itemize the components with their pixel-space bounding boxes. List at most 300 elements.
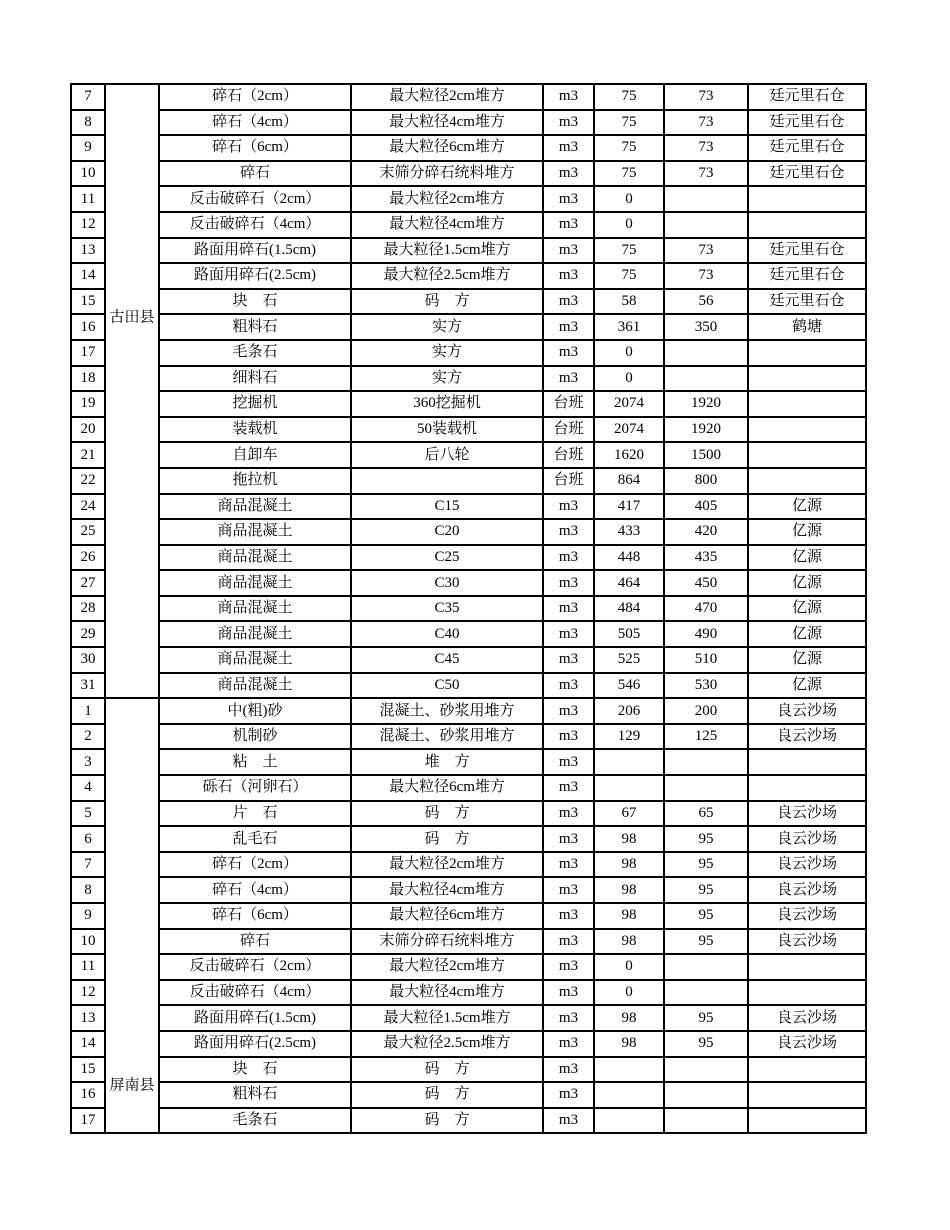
spec-cell: 混凝土、砂浆用堆方 [351, 698, 543, 724]
material-cell: 块 石 [159, 289, 351, 315]
unit-cell: m3 [543, 238, 594, 264]
spec-cell: 最大粒径6cm堆方 [351, 135, 543, 161]
row-number-cell: 7 [71, 852, 105, 878]
price-previous-cell [664, 1057, 748, 1083]
unit-cell: 台班 [543, 442, 594, 468]
price-current-cell: 98 [594, 903, 664, 929]
spec-cell: 实方 [351, 366, 543, 392]
row-number-cell: 29 [71, 621, 105, 647]
table-row [71, 417, 866, 443]
spec-cell: C15 [351, 494, 543, 520]
unit-cell: m3 [543, 519, 594, 545]
row-number-cell: 2 [71, 724, 105, 750]
row-number-cell: 7 [71, 84, 105, 110]
price-previous-cell: 95 [664, 929, 748, 955]
price-previous-cell: 200 [664, 698, 748, 724]
unit-cell: m3 [543, 903, 594, 929]
source-cell [748, 391, 866, 417]
price-previous-cell [664, 186, 748, 212]
table-row [71, 749, 866, 775]
table-row [71, 903, 866, 929]
table-row [71, 442, 866, 468]
unit-cell: m3 [543, 826, 594, 852]
table-row [71, 801, 866, 827]
unit-cell: m3 [543, 1082, 594, 1108]
spec-cell: 后八轮 [351, 442, 543, 468]
row-number-cell: 25 [71, 519, 105, 545]
table-row [71, 1031, 866, 1057]
spec-cell: C40 [351, 621, 543, 647]
source-cell: 良云沙场 [748, 852, 866, 878]
row-number-cell: 14 [71, 263, 105, 289]
row-number-cell: 21 [71, 442, 105, 468]
spec-cell: 最大粒径2cm堆方 [351, 852, 543, 878]
row-number-cell: 16 [71, 314, 105, 340]
table-row [71, 238, 866, 264]
row-number-cell: 11 [71, 186, 105, 212]
source-cell: 亿源 [748, 545, 866, 571]
price-previous-cell: 490 [664, 621, 748, 647]
material-cell: 反击破碎石（4cm） [159, 212, 351, 238]
row-number-cell: 14 [71, 1031, 105, 1057]
material-cell: 商品混凝土 [159, 570, 351, 596]
unit-cell: m3 [543, 647, 594, 673]
price-current-cell [594, 1057, 664, 1083]
spec-cell: 码 方 [351, 289, 543, 315]
source-cell: 廷元里石仓 [748, 110, 866, 136]
source-cell: 廷元里石仓 [748, 238, 866, 264]
spec-cell: 最大粒径6cm堆方 [351, 775, 543, 801]
row-number-cell: 5 [71, 801, 105, 827]
material-cell: 反击破碎石（2cm） [159, 186, 351, 212]
price-previous-cell: 56 [664, 289, 748, 315]
price-current-cell: 1620 [594, 442, 664, 468]
source-cell [748, 442, 866, 468]
source-cell: 良云沙场 [748, 801, 866, 827]
table-row [71, 289, 866, 315]
spec-cell: 最大粒径2.5cm堆方 [351, 263, 543, 289]
table-row [71, 826, 866, 852]
price-previous-cell: 350 [664, 314, 748, 340]
source-cell [748, 775, 866, 801]
source-cell: 廷元里石仓 [748, 84, 866, 110]
material-cell: 碎石 [159, 929, 351, 955]
material-cell: 碎石（2cm） [159, 852, 351, 878]
price-current-cell: 0 [594, 186, 664, 212]
table-row [71, 186, 866, 212]
source-cell [748, 417, 866, 443]
spec-cell: 堆 方 [351, 749, 543, 775]
source-cell [748, 1082, 866, 1108]
price-previous-cell: 530 [664, 673, 748, 699]
price-current-cell: 98 [594, 1031, 664, 1057]
material-cell: 挖掘机 [159, 391, 351, 417]
unit-cell: m3 [543, 877, 594, 903]
price-current-cell: 129 [594, 724, 664, 750]
material-cell: 粘 土 [159, 749, 351, 775]
row-number-cell: 31 [71, 673, 105, 699]
unit-cell: m3 [543, 110, 594, 136]
unit-cell: m3 [543, 289, 594, 315]
spec-cell: 混凝土、砂浆用堆方 [351, 724, 543, 750]
spec-cell: 最大粒径2cm堆方 [351, 186, 543, 212]
table-row [71, 84, 866, 110]
table-row [71, 954, 866, 980]
row-number-cell: 12 [71, 980, 105, 1006]
price-current-cell: 2074 [594, 391, 664, 417]
unit-cell: m3 [543, 749, 594, 775]
spec-cell: 码 方 [351, 1082, 543, 1108]
row-number-cell: 17 [71, 340, 105, 366]
row-number-cell: 8 [71, 877, 105, 903]
row-number-cell: 1 [71, 698, 105, 724]
price-previous-cell: 510 [664, 647, 748, 673]
unit-cell: m3 [543, 954, 594, 980]
unit-cell: m3 [543, 366, 594, 392]
price-current-cell: 67 [594, 801, 664, 827]
price-previous-cell: 95 [664, 877, 748, 903]
price-previous-cell: 1500 [664, 442, 748, 468]
spec-cell: C50 [351, 673, 543, 699]
source-cell [748, 980, 866, 1006]
table-row [71, 519, 866, 545]
source-cell: 亿源 [748, 519, 866, 545]
price-previous-cell: 95 [664, 1031, 748, 1057]
table-row [71, 468, 866, 494]
source-cell: 良云沙场 [748, 826, 866, 852]
table-row [71, 545, 866, 571]
source-cell: 廷元里石仓 [748, 263, 866, 289]
price-current-cell: 361 [594, 314, 664, 340]
row-number-cell: 15 [71, 1057, 105, 1083]
material-cell: 路面用碎石(2.5cm) [159, 263, 351, 289]
row-number-cell: 10 [71, 161, 105, 187]
price-current-cell [594, 749, 664, 775]
unit-cell: m3 [543, 161, 594, 187]
row-number-cell: 16 [71, 1082, 105, 1108]
price-current-cell: 0 [594, 980, 664, 1006]
unit-cell: m3 [543, 980, 594, 1006]
material-cell: 路面用碎石(1.5cm) [159, 238, 351, 264]
spec-cell: C30 [351, 570, 543, 596]
unit-cell: m3 [543, 929, 594, 955]
spec-cell: 最大粒径4cm堆方 [351, 212, 543, 238]
material-cell: 乱毛石 [159, 826, 351, 852]
row-number-cell: 17 [71, 1108, 105, 1134]
unit-cell: m3 [543, 340, 594, 366]
table-row [71, 314, 866, 340]
material-price-table [70, 83, 867, 1134]
price-current-cell: 864 [594, 468, 664, 494]
table-row [71, 621, 866, 647]
table-row [71, 852, 866, 878]
table-row [71, 212, 866, 238]
table-row [71, 366, 866, 392]
spec-cell: 码 方 [351, 826, 543, 852]
price-previous-cell: 73 [664, 161, 748, 187]
price-current-cell: 75 [594, 263, 664, 289]
price-previous-cell: 73 [664, 238, 748, 264]
material-cell: 毛条石 [159, 340, 351, 366]
unit-cell: 台班 [543, 468, 594, 494]
source-cell [748, 366, 866, 392]
price-previous-cell [664, 749, 748, 775]
price-previous-cell [664, 775, 748, 801]
price-current-cell: 98 [594, 929, 664, 955]
material-cell: 碎石（4cm） [159, 110, 351, 136]
unit-cell: m3 [543, 135, 594, 161]
unit-cell: m3 [543, 852, 594, 878]
material-cell: 自卸车 [159, 442, 351, 468]
row-number-cell: 4 [71, 775, 105, 801]
spec-cell: 码 方 [351, 1108, 543, 1134]
table-row [71, 698, 866, 724]
source-cell: 亿源 [748, 494, 866, 520]
source-cell: 良云沙场 [748, 1005, 866, 1031]
row-number-cell: 9 [71, 135, 105, 161]
source-cell: 良云沙场 [748, 1031, 866, 1057]
source-cell: 良云沙场 [748, 929, 866, 955]
spec-cell: 最大粒径4cm堆方 [351, 110, 543, 136]
price-current-cell: 0 [594, 954, 664, 980]
table-row [71, 775, 866, 801]
spec-cell: C25 [351, 545, 543, 571]
price-current-cell: 505 [594, 621, 664, 647]
unit-cell: m3 [543, 494, 594, 520]
table-row [71, 980, 866, 1006]
material-cell: 商品混凝土 [159, 596, 351, 622]
spec-cell: 最大粒径4cm堆方 [351, 980, 543, 1006]
spec-cell: 50装载机 [351, 417, 543, 443]
source-cell: 亿源 [748, 621, 866, 647]
price-current-cell: 464 [594, 570, 664, 596]
spec-cell: C35 [351, 596, 543, 622]
unit-cell: 台班 [543, 391, 594, 417]
row-number-cell: 26 [71, 545, 105, 571]
price-previous-cell: 435 [664, 545, 748, 571]
price-previous-cell: 95 [664, 1005, 748, 1031]
table-row [71, 263, 866, 289]
material-cell: 机制砂 [159, 724, 351, 750]
table-row [71, 929, 866, 955]
row-number-cell: 30 [71, 647, 105, 673]
price-previous-cell [664, 1082, 748, 1108]
row-number-cell: 27 [71, 570, 105, 596]
table-row [71, 673, 866, 699]
source-cell: 亿源 [748, 596, 866, 622]
row-number-cell: 3 [71, 749, 105, 775]
price-current-cell: 75 [594, 161, 664, 187]
county-label: 古田县 [109, 309, 155, 326]
price-current-cell: 0 [594, 340, 664, 366]
table-row [71, 391, 866, 417]
row-number-cell: 12 [71, 212, 105, 238]
price-current-cell: 2074 [594, 417, 664, 443]
county-label: 屏南县 [109, 1077, 155, 1094]
price-previous-cell [664, 212, 748, 238]
price-previous-cell: 65 [664, 801, 748, 827]
unit-cell: m3 [543, 1031, 594, 1057]
unit-cell: m3 [543, 775, 594, 801]
price-previous-cell: 73 [664, 110, 748, 136]
source-cell: 鹤塘 [748, 314, 866, 340]
price-current-cell: 525 [594, 647, 664, 673]
source-cell: 廷元里石仓 [748, 135, 866, 161]
table-row [71, 596, 866, 622]
unit-cell: m3 [543, 673, 594, 699]
price-current-cell: 417 [594, 494, 664, 520]
unit-cell: m3 [543, 212, 594, 238]
price-previous-cell: 73 [664, 84, 748, 110]
price-current-cell: 98 [594, 1005, 664, 1031]
spec-cell: C20 [351, 519, 543, 545]
unit-cell: m3 [543, 84, 594, 110]
price-previous-cell: 405 [664, 494, 748, 520]
price-current-cell: 206 [594, 698, 664, 724]
row-number-cell: 18 [71, 366, 105, 392]
price-previous-cell: 470 [664, 596, 748, 622]
material-cell: 反击破碎石（4cm） [159, 980, 351, 1006]
table-row [71, 135, 866, 161]
row-number-cell: 13 [71, 1005, 105, 1031]
spec-cell [351, 468, 543, 494]
row-number-cell: 11 [71, 954, 105, 980]
price-current-cell [594, 775, 664, 801]
county-cell [105, 84, 159, 698]
price-previous-cell [664, 980, 748, 1006]
row-number-cell: 20 [71, 417, 105, 443]
material-cell: 中(粗)砂 [159, 698, 351, 724]
source-cell [748, 1057, 866, 1083]
table-row [71, 1057, 866, 1083]
price-current-cell: 98 [594, 852, 664, 878]
material-cell: 碎石（2cm） [159, 84, 351, 110]
price-previous-cell: 95 [664, 826, 748, 852]
price-current-cell: 433 [594, 519, 664, 545]
material-cell: 粗料石 [159, 1082, 351, 1108]
price-current-cell: 58 [594, 289, 664, 315]
price-current-cell [594, 1108, 664, 1134]
spec-cell: 最大粒径1.5cm堆方 [351, 1005, 543, 1031]
material-cell: 块 石 [159, 1057, 351, 1083]
row-number-cell: 8 [71, 110, 105, 136]
price-previous-cell: 1920 [664, 417, 748, 443]
source-cell [748, 468, 866, 494]
material-cell: 碎石（6cm） [159, 135, 351, 161]
spec-cell: 最大粒径6cm堆方 [351, 903, 543, 929]
price-previous-cell: 95 [664, 903, 748, 929]
row-number-cell: 9 [71, 903, 105, 929]
price-current-cell: 75 [594, 238, 664, 264]
unit-cell: m3 [543, 724, 594, 750]
material-cell: 碎石（4cm） [159, 877, 351, 903]
row-number-cell: 10 [71, 929, 105, 955]
price-current-cell: 484 [594, 596, 664, 622]
row-number-cell: 22 [71, 468, 105, 494]
spec-cell: 最大粒径4cm堆方 [351, 877, 543, 903]
price-previous-cell: 420 [664, 519, 748, 545]
table-row [71, 647, 866, 673]
county-cell [105, 698, 159, 1133]
unit-cell: m3 [543, 1005, 594, 1031]
material-cell: 商品混凝土 [159, 647, 351, 673]
spec-cell: 实方 [351, 314, 543, 340]
price-previous-cell [664, 366, 748, 392]
material-cell: 路面用碎石(2.5cm) [159, 1031, 351, 1057]
spec-cell: 码 方 [351, 801, 543, 827]
price-current-cell: 0 [594, 212, 664, 238]
material-cell: 路面用碎石(1.5cm) [159, 1005, 351, 1031]
unit-cell: m3 [543, 621, 594, 647]
row-number-cell: 28 [71, 596, 105, 622]
table-row [71, 110, 866, 136]
price-current-cell: 98 [594, 826, 664, 852]
price-previous-cell [664, 954, 748, 980]
spec-cell: 末筛分碎石统料堆方 [351, 929, 543, 955]
source-cell [748, 954, 866, 980]
spec-cell: 最大粒径2.5cm堆方 [351, 1031, 543, 1057]
price-previous-cell [664, 1108, 748, 1134]
row-number-cell: 6 [71, 826, 105, 852]
price-current-cell: 75 [594, 110, 664, 136]
unit-cell: m3 [543, 801, 594, 827]
unit-cell: m3 [543, 314, 594, 340]
row-number-cell: 13 [71, 238, 105, 264]
spec-cell: 码 方 [351, 1057, 543, 1083]
table-row [71, 724, 866, 750]
source-cell: 亿源 [748, 673, 866, 699]
spec-cell: 最大粒径2cm堆方 [351, 954, 543, 980]
table-row [71, 1005, 866, 1031]
price-previous-cell: 1920 [664, 391, 748, 417]
price-previous-cell: 73 [664, 263, 748, 289]
unit-cell: m3 [543, 698, 594, 724]
table-row [71, 340, 866, 366]
material-cell: 装载机 [159, 417, 351, 443]
spec-cell: 最大粒径2cm堆方 [351, 84, 543, 110]
price-previous-cell: 73 [664, 135, 748, 161]
spec-cell: 末筛分碎石统料堆方 [351, 161, 543, 187]
price-previous-cell: 450 [664, 570, 748, 596]
unit-cell: m3 [543, 596, 594, 622]
price-previous-cell [664, 340, 748, 366]
price-current-cell: 75 [594, 135, 664, 161]
price-current-cell: 98 [594, 877, 664, 903]
spec-cell: 360挖掘机 [351, 391, 543, 417]
unit-cell: m3 [543, 1108, 594, 1134]
price-current-cell [594, 1082, 664, 1108]
material-cell: 拖拉机 [159, 468, 351, 494]
price-previous-cell: 125 [664, 724, 748, 750]
row-number-cell: 15 [71, 289, 105, 315]
price-previous-cell: 95 [664, 852, 748, 878]
price-previous-cell: 800 [664, 468, 748, 494]
unit-cell: 台班 [543, 417, 594, 443]
material-cell: 砾石（河卵石） [159, 775, 351, 801]
material-cell: 细料石 [159, 366, 351, 392]
source-cell [748, 1108, 866, 1134]
material-cell: 商品混凝土 [159, 621, 351, 647]
unit-cell: m3 [543, 186, 594, 212]
price-current-cell: 0 [594, 366, 664, 392]
source-cell: 廷元里石仓 [748, 161, 866, 187]
material-cell: 碎石 [159, 161, 351, 187]
source-cell: 良云沙场 [748, 877, 866, 903]
row-number-cell: 19 [71, 391, 105, 417]
spec-cell: 实方 [351, 340, 543, 366]
unit-cell: m3 [543, 570, 594, 596]
material-cell: 片 石 [159, 801, 351, 827]
